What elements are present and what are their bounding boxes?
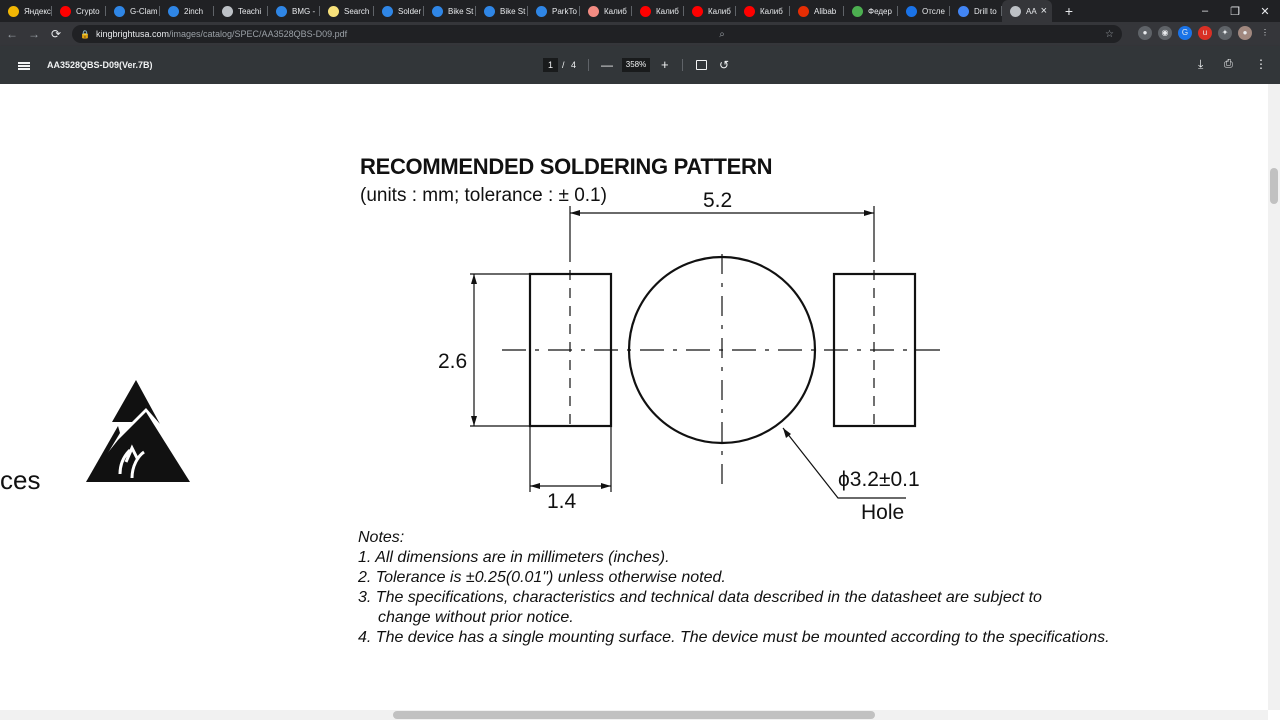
vpn-extension-icon[interactable]: u <box>1198 26 1212 40</box>
browser-tab[interactable] <box>632 0 684 22</box>
browser-tab[interactable] <box>160 0 214 22</box>
address-bar[interactable] <box>72 25 1122 43</box>
toolbar <box>0 22 1280 46</box>
dimension-label-height: 2.6 <box>438 350 468 373</box>
horizontal-scrollbar[interactable] <box>0 710 1268 720</box>
note-item: 4. The device has a single mounting surface. The device must be mounted according to the specifications. <box>358 629 1110 646</box>
cropped-text: ces <box>0 465 41 495</box>
tab-title: Федер <box>868 6 892 16</box>
reload-icon[interactable]: ⟳ <box>50 27 62 41</box>
yandex-icon <box>8 6 19 17</box>
tg-icon <box>432 6 443 17</box>
tab-title: Калиб <box>604 6 627 16</box>
tab-title: AA <box>1026 6 1037 16</box>
tab-title: Bike St <box>500 6 526 16</box>
pdf-toolbar <box>0 46 1280 84</box>
page-number-input[interactable]: 1 <box>543 58 558 72</box>
tg-icon <box>382 6 393 17</box>
tab-strip <box>0 0 1280 22</box>
browser-tab[interactable] <box>580 0 632 22</box>
lock-icon: 🔒 <box>80 29 90 39</box>
tab-title: Bike St <box>448 6 474 16</box>
tab-title: G-Clam <box>130 6 158 16</box>
zoom-indicator-icon[interactable]: ⌕ <box>719 28 725 40</box>
track-icon <box>906 6 917 17</box>
tab-title: Search <box>344 6 370 16</box>
browser-tab[interactable] <box>52 0 106 22</box>
more-actions-icon[interactable]: ⋮ <box>1255 57 1267 71</box>
tab-title: Teachi <box>238 6 262 16</box>
zoom-input[interactable]: 358% <box>622 58 650 72</box>
tab-title: Alibab <box>814 6 837 16</box>
restore-icon[interactable]: ❐ <box>1230 5 1240 18</box>
close-window-icon[interactable]: ✕ <box>1260 5 1270 18</box>
forward-icon[interactable]: → <box>28 27 40 41</box>
rotate-icon[interactable]: ↺ <box>719 58 730 72</box>
bookmark-star-icon[interactable]: ☆ <box>1105 28 1114 40</box>
pdf-title: AA3528QBS-D09(Ver.7B) <box>47 60 153 70</box>
hole-label: Hole <box>861 501 905 524</box>
back-icon[interactable]: ← <box>6 27 18 41</box>
tab-title: Калиб <box>656 6 679 16</box>
browser-tab[interactable] <box>424 0 476 22</box>
download-icon[interactable]: ⤓ <box>1198 57 1204 71</box>
toolbar-divider <box>682 59 683 71</box>
vertical-scrollbar[interactable] <box>1268 84 1280 710</box>
browser-tab[interactable] <box>106 0 160 22</box>
youtube-icon <box>692 6 703 17</box>
tab-title: Crypto <box>76 6 100 16</box>
notes-block <box>358 528 1110 648</box>
green-square-icon <box>852 6 863 17</box>
dimension-label-pad-width: 1.4 <box>547 490 577 513</box>
browser-tab[interactable] <box>736 0 790 22</box>
fit-to-page-icon[interactable] <box>696 60 707 70</box>
browser-tab[interactable] <box>790 0 844 22</box>
camera-extension-icon[interactable]: ◉ <box>1158 26 1172 40</box>
browser-tab[interactable] <box>320 0 374 22</box>
tab-title: Drill to <box>974 6 997 16</box>
new-tab-icon[interactable]: + <box>1064 3 1074 19</box>
vertical-scroll-thumb[interactable] <box>1270 168 1278 204</box>
tab-title: Solder <box>398 6 422 16</box>
horizontal-scroll-thumb[interactable] <box>393 711 875 719</box>
more-menu-icon[interactable]: ⋮ <box>1261 28 1269 37</box>
note-item: 1. All dimensions are in millimeters (inches). <box>358 549 670 566</box>
extensions-puzzle-icon[interactable]: ✦ <box>1218 26 1232 40</box>
tg-icon <box>484 6 495 17</box>
tg-icon <box>114 6 125 17</box>
url-path: /images/catalog/SPEC/AA3528QBS-D09.pdf <box>169 29 348 39</box>
browser-tab[interactable] <box>528 0 580 22</box>
tab-title: BMG - <box>292 6 316 16</box>
tab-title: Калиб <box>708 6 731 16</box>
hole-diameter-label: ϕ3.2±0.1 <box>838 468 920 491</box>
esd-warning-icon <box>84 376 194 486</box>
browser-tab[interactable] <box>476 0 528 22</box>
browser-tab[interactable] <box>0 0 52 22</box>
youtube-icon <box>744 6 755 17</box>
zoom-out-icon[interactable]: — <box>601 58 613 72</box>
notes-title: Notes: <box>358 529 405 546</box>
browser-tab[interactable] <box>898 0 950 22</box>
browser-tab[interactable] <box>844 0 898 22</box>
note-item: 3. The specifications, characteristics and technical data described in the datasheet are subject to <box>358 589 1042 606</box>
page-separator: / <box>562 60 565 70</box>
soldering-pattern-drawing <box>420 192 1040 522</box>
page-total: 4 <box>571 60 577 70</box>
tab-title: 2inch <box>184 6 204 16</box>
youtube-icon <box>640 6 651 17</box>
aliexpress-icon <box>798 6 809 17</box>
tg-icon <box>536 6 547 17</box>
sidebar-menu-icon[interactable] <box>18 62 30 70</box>
close-tab-icon[interactable]: × <box>1040 5 1047 17</box>
profile-avatar[interactable]: ● <box>1238 26 1252 40</box>
units-note: (units : mm; tolerance : ± 0.1) <box>360 185 607 206</box>
globe-icon <box>222 6 233 17</box>
extension-icon[interactable]: ● <box>1138 26 1152 40</box>
print-icon[interactable]: ⎙ <box>1224 58 1233 70</box>
note-item: 2. Tolerance is ±0.25(0.01") unless otherwise noted. <box>358 569 726 586</box>
pink-dot-icon <box>588 6 599 17</box>
pdf-page <box>0 84 1268 710</box>
tg-icon <box>276 6 287 17</box>
extensions-area <box>1138 26 1272 40</box>
zoom-in-icon[interactable]: + <box>661 57 669 72</box>
url-host: kingbrightusa.com <box>95 29 170 39</box>
note-item-continuation: change without prior notice. <box>378 609 574 626</box>
tab-title: Отсле <box>922 6 945 16</box>
browser-tab[interactable] <box>268 0 320 22</box>
youtube-icon <box>60 6 71 17</box>
browser-tab[interactable] <box>214 0 268 22</box>
browser-tab[interactable] <box>1002 0 1052 22</box>
google-icon <box>958 6 969 17</box>
yellow-dot-icon <box>328 6 339 17</box>
dimension-label-width: 5.2 <box>703 189 733 212</box>
window-controls <box>1190 0 1280 22</box>
toolbar-divider <box>588 59 589 71</box>
section-heading: RECOMMENDED SOLDERING PATTERN <box>360 154 773 179</box>
tg-icon <box>168 6 179 17</box>
browser-tab[interactable] <box>374 0 424 22</box>
globe-icon <box>1010 6 1021 17</box>
browser-tab[interactable] <box>684 0 736 22</box>
tab-title: Калиб <box>760 6 783 16</box>
minimize-icon[interactable]: – <box>1201 5 1209 17</box>
translate-extension-icon[interactable]: G <box>1178 26 1192 40</box>
tab-title: Яндекс <box>24 6 51 16</box>
browser-tab[interactable] <box>950 0 1002 22</box>
tab-title: ParkTo <box>552 6 577 16</box>
